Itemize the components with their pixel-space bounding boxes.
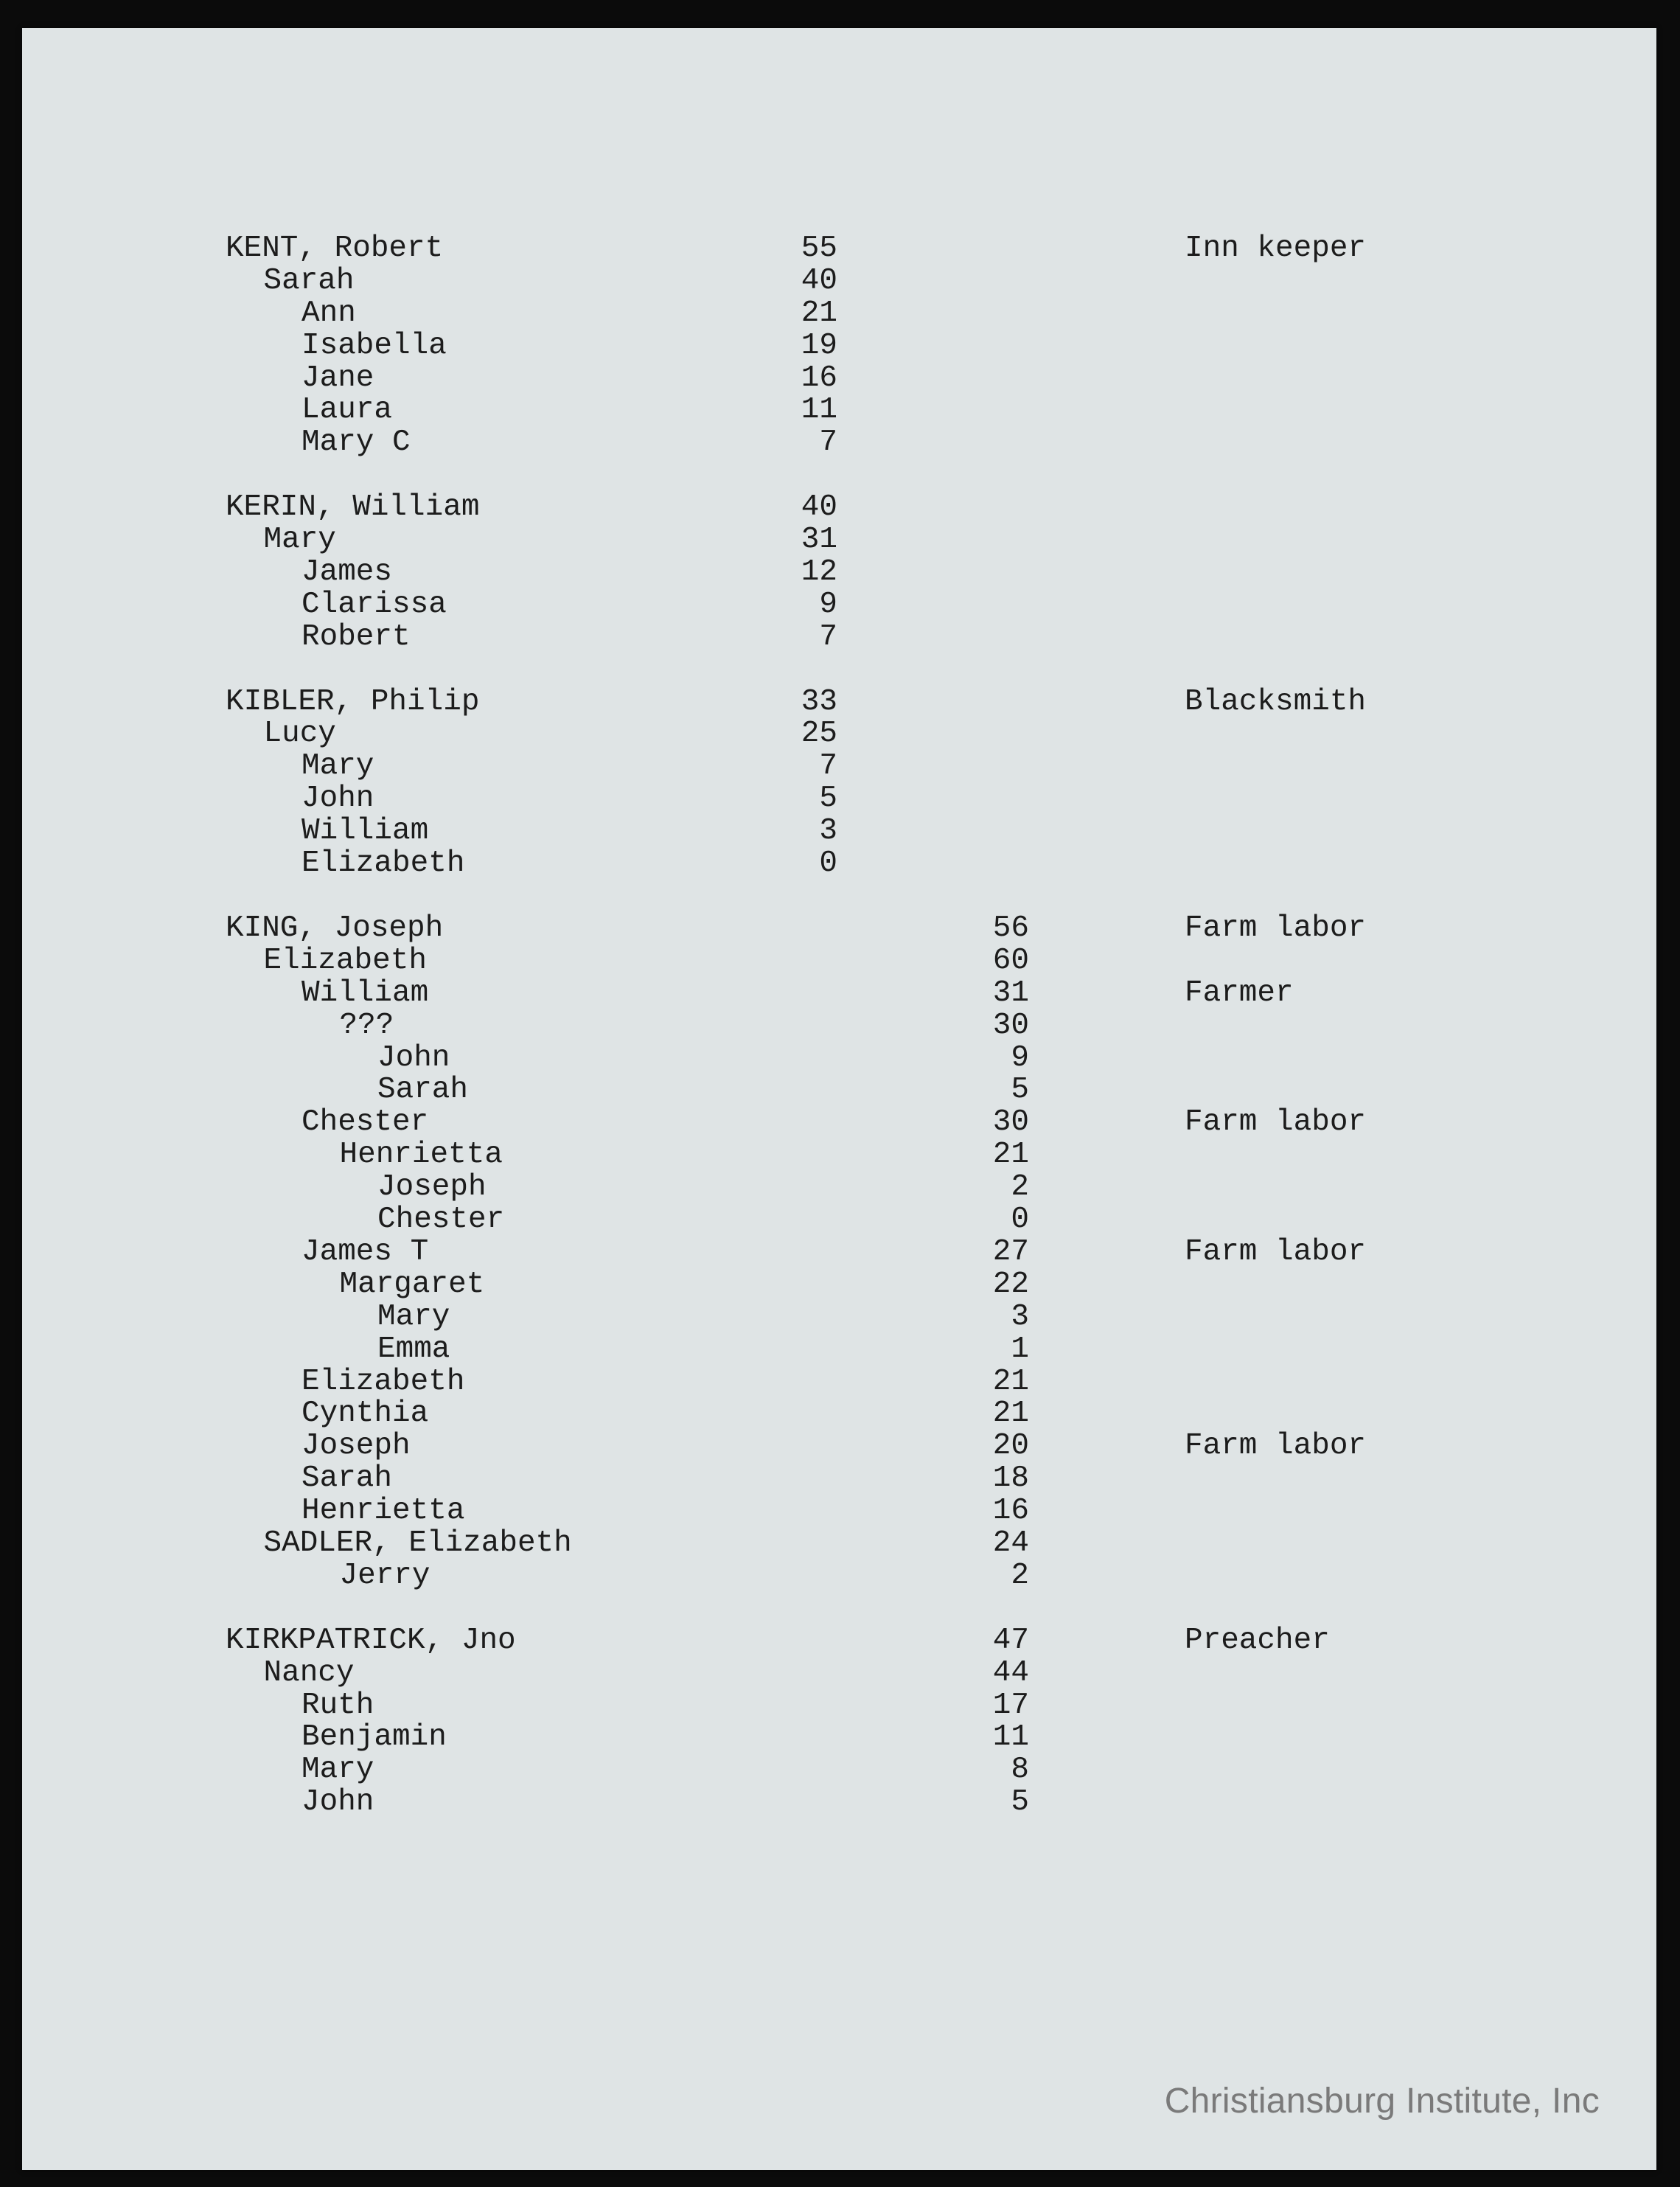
member-age: 24 xyxy=(992,1526,1029,1560)
member-name: Henrietta xyxy=(339,1138,503,1172)
member-name: Ruth xyxy=(302,1689,374,1722)
household-member-row xyxy=(22,1301,1656,1333)
household-member-row xyxy=(22,1138,1656,1171)
member-name: Elizabeth xyxy=(263,944,427,978)
member-occupation: Farm labor xyxy=(1185,1105,1367,1139)
household-member-row xyxy=(22,1366,1656,1398)
census-record-list xyxy=(22,28,1656,2170)
member-name: Robert xyxy=(302,620,411,654)
member-age: 30 xyxy=(992,1105,1029,1139)
member-name: ??? xyxy=(339,1009,394,1043)
household-member-row xyxy=(22,1074,1656,1106)
paper-sheet xyxy=(22,28,1656,2170)
member-name: KING, Joseph xyxy=(226,911,444,945)
member-name: Benjamin xyxy=(302,1720,447,1754)
member-age: 56 xyxy=(992,911,1029,945)
member-name: Chester xyxy=(377,1203,505,1237)
member-name: Lucy xyxy=(263,717,336,751)
household-member-row xyxy=(22,1203,1656,1236)
member-age: 25 xyxy=(801,717,837,751)
member-name: Laura xyxy=(302,393,393,427)
household-member-row xyxy=(22,394,1656,426)
member-name: Clarissa xyxy=(302,588,447,622)
member-age: 40 xyxy=(801,490,837,524)
household-head-row xyxy=(22,912,1656,945)
member-age: 7 xyxy=(819,425,837,459)
household-member-row xyxy=(22,1171,1656,1203)
household-member-row xyxy=(22,524,1656,556)
member-age: 19 xyxy=(801,329,837,363)
household-member-row xyxy=(22,847,1656,880)
member-name: John xyxy=(302,1785,374,1819)
household-member-row xyxy=(22,1560,1656,1592)
member-age: 31 xyxy=(801,523,837,557)
household-member-row xyxy=(22,1268,1656,1301)
household-member-row xyxy=(22,750,1656,782)
member-name: KENT, Robert xyxy=(226,232,444,265)
member-age: 7 xyxy=(819,749,837,783)
member-name: Mary xyxy=(263,523,336,557)
member-name: Nancy xyxy=(263,1656,355,1690)
member-age: 16 xyxy=(992,1494,1029,1528)
member-age: 5 xyxy=(1011,1785,1029,1819)
member-name: Elizabeth xyxy=(302,846,465,880)
household-member-row xyxy=(22,362,1656,394)
household-member-row xyxy=(22,556,1656,588)
member-age: 47 xyxy=(992,1624,1029,1658)
member-age: 60 xyxy=(992,944,1029,978)
member-name: Emma xyxy=(377,1332,450,1366)
member-age: 12 xyxy=(801,555,837,589)
household-member-row xyxy=(22,330,1656,362)
household-member-row xyxy=(22,426,1656,459)
member-age: 2 xyxy=(1011,1170,1029,1204)
household-member-row xyxy=(22,1042,1656,1074)
member-age: 21 xyxy=(992,1397,1029,1430)
member-age: 16 xyxy=(801,361,837,395)
member-name: John xyxy=(377,1041,450,1075)
household-head-row xyxy=(22,1624,1656,1657)
member-age: 27 xyxy=(992,1235,1029,1269)
member-age: 9 xyxy=(819,588,837,622)
member-name: Sarah xyxy=(302,1461,393,1495)
household-member-row xyxy=(22,977,1656,1009)
household-member-row xyxy=(22,1721,1656,1753)
member-name: KIBLER, Philip xyxy=(226,685,480,719)
member-age: 30 xyxy=(992,1009,1029,1043)
member-name: Joseph xyxy=(302,1429,411,1463)
member-age: 55 xyxy=(801,232,837,265)
household-member-row xyxy=(22,1689,1656,1722)
household-member-row xyxy=(22,297,1656,330)
member-occupation: Farmer xyxy=(1185,976,1294,1010)
member-name: Sarah xyxy=(263,264,355,298)
member-age: 21 xyxy=(992,1365,1029,1399)
household-head-row xyxy=(22,491,1656,524)
member-name: Mary xyxy=(377,1300,450,1334)
household-member-row xyxy=(22,1106,1656,1138)
member-occupation: Farm labor xyxy=(1185,1429,1367,1463)
member-age: 11 xyxy=(992,1720,1029,1754)
household-member-row xyxy=(22,1009,1656,1042)
household-member-row xyxy=(22,717,1656,750)
member-age: 21 xyxy=(992,1138,1029,1172)
member-age: 21 xyxy=(801,296,837,330)
member-name: Mary C xyxy=(302,425,411,459)
member-name: James T xyxy=(302,1235,429,1269)
household-member-row xyxy=(22,1657,1656,1689)
member-name: SADLER, Elizabeth xyxy=(263,1526,572,1560)
member-name: William xyxy=(302,814,429,848)
household-member-row xyxy=(22,1236,1656,1268)
member-name: Ann xyxy=(302,296,356,330)
member-name: James xyxy=(302,555,393,589)
member-age: 0 xyxy=(819,846,837,880)
member-occupation: Farm labor xyxy=(1185,1235,1367,1269)
household-member-row xyxy=(22,1527,1656,1560)
household-head-row xyxy=(22,686,1656,718)
household-member-row xyxy=(22,1786,1656,1818)
member-name: Chester xyxy=(302,1105,429,1139)
household-member-row xyxy=(22,782,1656,815)
household-member-row xyxy=(22,1397,1656,1430)
member-age: 40 xyxy=(801,264,837,298)
member-name: Sarah xyxy=(377,1073,469,1107)
member-age: 18 xyxy=(992,1461,1029,1495)
member-age: 44 xyxy=(992,1656,1029,1690)
watermark-credit: Christiansburg Institute, Inc xyxy=(1164,2082,1600,2121)
member-age: 17 xyxy=(992,1689,1029,1722)
household-member-row xyxy=(22,815,1656,847)
member-age: 22 xyxy=(992,1268,1029,1301)
member-name: Jerry xyxy=(339,1559,431,1593)
member-name: John xyxy=(302,782,374,816)
member-occupation: Preacher xyxy=(1185,1624,1330,1658)
member-name: Cynthia xyxy=(302,1397,429,1430)
member-occupation: Farm labor xyxy=(1185,911,1367,945)
household-member-row xyxy=(22,1495,1656,1527)
member-age: 7 xyxy=(819,620,837,654)
household-member-row xyxy=(22,945,1656,977)
member-name: Elizabeth xyxy=(302,1365,465,1399)
member-age: 31 xyxy=(992,976,1029,1010)
member-age: 20 xyxy=(992,1429,1029,1463)
member-age: 1 xyxy=(1011,1332,1029,1366)
member-name: William xyxy=(302,976,429,1010)
household-member-row xyxy=(22,265,1656,297)
member-age: 5 xyxy=(819,782,837,816)
member-age: 3 xyxy=(819,814,837,848)
member-name: KIRKPATRICK, Jno xyxy=(226,1624,516,1658)
member-name: Henrietta xyxy=(302,1494,465,1528)
member-age: 0 xyxy=(1011,1203,1029,1237)
member-name: Isabella xyxy=(302,329,447,363)
member-age: 33 xyxy=(801,685,837,719)
member-age: 9 xyxy=(1011,1041,1029,1075)
household-member-row xyxy=(22,1430,1656,1462)
household-member-row xyxy=(22,1462,1656,1495)
member-age: 3 xyxy=(1011,1300,1029,1334)
member-name: Mary xyxy=(302,1753,374,1787)
member-name: Mary xyxy=(302,749,374,783)
member-name: Jane xyxy=(302,361,374,395)
member-occupation: Inn keeper xyxy=(1185,232,1367,265)
household-member-row xyxy=(22,1333,1656,1366)
member-name: KERIN, William xyxy=(226,490,480,524)
member-age: 8 xyxy=(1011,1753,1029,1787)
household-head-row xyxy=(22,232,1656,265)
member-age: 5 xyxy=(1011,1073,1029,1107)
member-occupation: Blacksmith xyxy=(1185,685,1367,719)
household-member-row xyxy=(22,621,1656,653)
household-member-row xyxy=(22,1753,1656,1786)
member-age: 2 xyxy=(1011,1559,1029,1593)
household-member-row xyxy=(22,588,1656,621)
member-age: 11 xyxy=(801,393,837,427)
member-name: Margaret xyxy=(339,1268,485,1301)
member-name: Joseph xyxy=(377,1170,487,1204)
